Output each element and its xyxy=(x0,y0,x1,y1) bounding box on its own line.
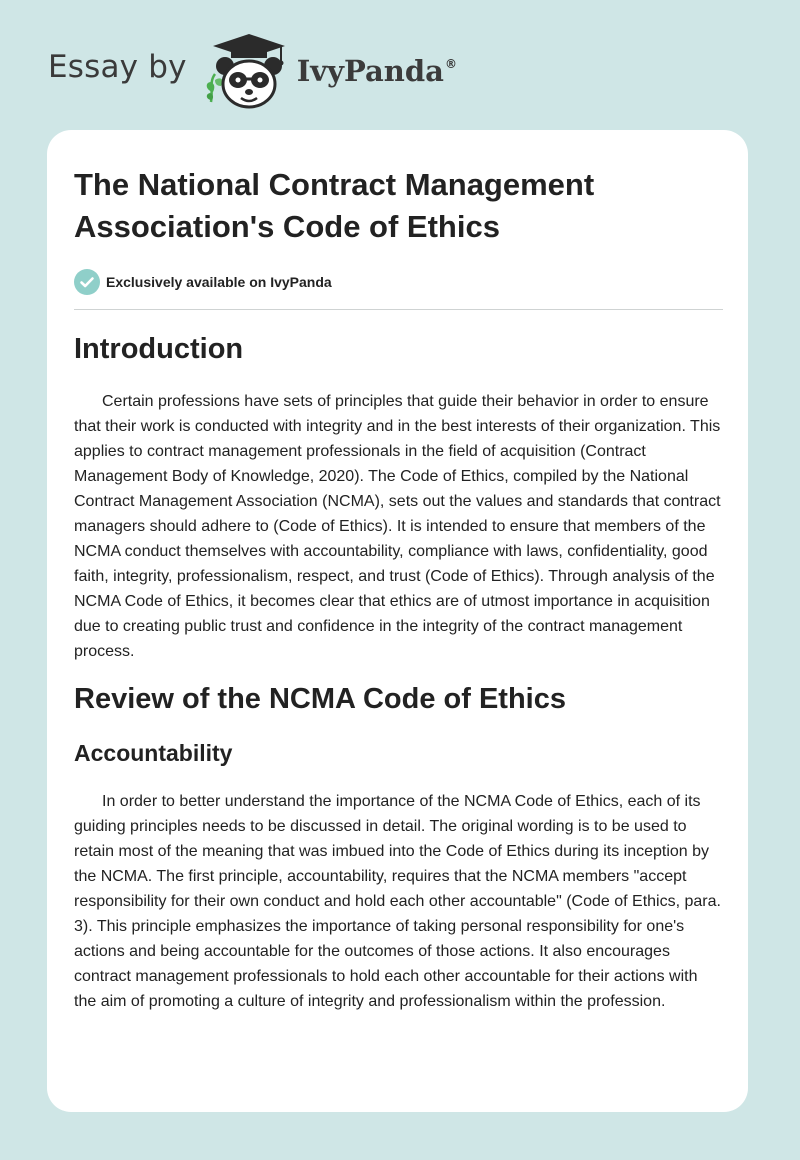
section-heading-review: Review of the NCMA Code of Ethics xyxy=(74,683,566,715)
paragraph-accountability: In order to better understand the importance of the NCMA Code of Ethics, each of its guiding principles needs to be discussed in detail. The original wording is to be used to retain most of the meaning that was imbued into the Code of Ethics during its inception by the NCMA. The first principle, accountability, requires that the NCMA members "accept responsibility for their own conduct and hold each other accountable" (Code of Ethics, para. 3). This principle emphasizes the importance of taking personal responsibility for one's actions and being accountable for the outcomes of those actions. It also encourages contract management professionals to hold each other accountable for their actions with the aim of promoting a culture of integrity and professionalism within the profession. xyxy=(74,793,721,1010)
article-card xyxy=(47,130,748,1112)
exclusive-badge xyxy=(74,268,722,296)
brand-prefix: Essay by xyxy=(48,49,187,85)
paragraph-introduction: Certain professions have sets of principles that guide their behavior in order to ensure that their work is conducted with integrity and in the best interests of their organization. This applies to contract management professionals in the field of acquisition (Contract Management Body of Knowledge, 2020). The Code of Ethics, compiled by the National Contract Management Association (NCMA), sets out the values and standards that contract managers should adhere to (Code of Ethics). It is intended to ensure that members of the NCMA conduct themselves with accountability, compliance with laws, confidentiality, good faith, integrity, professionalism, respect, and trust (Code of Ethics). Through analysis of the NCMA Code of Ethics, it becomes clear that ethics are of utmost importance in acquisition due to creating public trust and confidence in the integrity of the contract management process. xyxy=(74,393,721,660)
brand-name: IvyPanda xyxy=(296,54,444,88)
title-divider xyxy=(74,309,723,310)
section-heading-introduction: Introduction xyxy=(74,333,244,365)
panda-graduate-logo-icon xyxy=(201,30,293,110)
subsection-heading-accountability: Accountability xyxy=(74,740,233,766)
article-title: The National Contract Management Association's Code of Ethics xyxy=(74,167,595,244)
brand-registered-mark: ® xyxy=(444,57,457,71)
exclusive-badge-label: Exclusively available on IvyPanda xyxy=(106,274,332,290)
check-circle-icon xyxy=(74,269,100,295)
site-brand[interactable] xyxy=(48,30,457,110)
